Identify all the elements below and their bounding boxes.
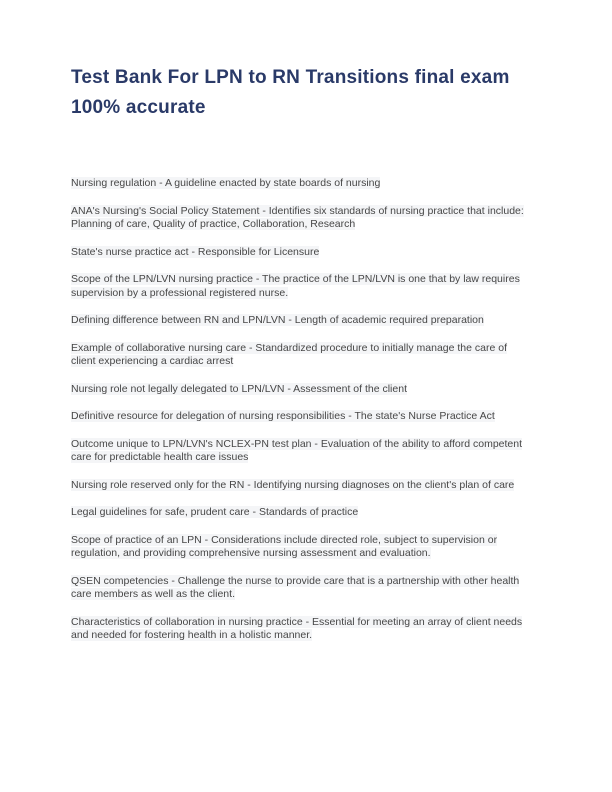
qa-paragraph bbox=[71, 438, 531, 465]
document-body bbox=[71, 177, 531, 643]
qa-text: Scope of the LPN/LVN nursing practice - The practice of the LPN/LVN is one that by law requires supervision by a professional registered nurse. bbox=[71, 273, 520, 299]
qa-text: State's nurse practice act - Responsible for Licensure bbox=[71, 245, 320, 258]
qa-paragraph bbox=[71, 616, 531, 643]
qa-paragraph bbox=[71, 479, 531, 493]
qa-text: Outcome unique to LPN/LVN's NCLEX-PN test plan - Evaluation of the ability to afford competent care for predictable health care issues bbox=[71, 437, 523, 463]
qa-paragraph bbox=[71, 246, 531, 260]
qa-paragraph bbox=[71, 177, 531, 191]
qa-text: Scope of practice of an LPN - Considerations include directed role, subject to supervision or regulation, and providing comprehensive nursing assessment and evaluation. bbox=[71, 533, 498, 559]
qa-paragraph bbox=[71, 534, 531, 561]
qa-text: Nursing role reserved only for the RN - Identifying nursing diagnoses on the client's plan of care bbox=[71, 478, 515, 491]
qa-text: Characteristics of collaboration in nursing practice - Essential for meeting an array of client needs and needed for fostering health in a holistic manner. bbox=[71, 615, 523, 641]
qa-text: Nursing regulation - A guideline enacted by state boards of nursing bbox=[71, 177, 381, 189]
qa-paragraph bbox=[71, 205, 531, 232]
qa-paragraph bbox=[71, 575, 531, 602]
qa-paragraph bbox=[71, 410, 531, 424]
page-title: Test Bank For LPN to RN Transitions final exam 100% accurate bbox=[71, 67, 510, 118]
qa-text: Legal guidelines for safe, prudent care - Standards of practice bbox=[71, 506, 359, 518]
qa-text: Defining difference between RN and LPN/LVN - Length of academic required preparation bbox=[71, 314, 484, 326]
qa-paragraph bbox=[71, 506, 531, 520]
qa-text: Nursing role not legally delegated to LPN/LVN - Assessment of the client bbox=[71, 382, 407, 395]
qa-text: Definitive resource for delegation of nursing responsibilities - The state's Nurse Practice Act bbox=[71, 410, 495, 422]
qa-paragraph bbox=[71, 383, 531, 397]
qa-text: QSEN competencies - Challenge the nurse to provide care that is a partnership with other health care members as well as the client. bbox=[71, 574, 520, 600]
qa-text: ANA's Nursing's Social Policy Statement - Identifies six standards of nursing practice that include: Planning of care, Quality of practice, Collaboration, Research bbox=[71, 204, 524, 230]
qa-text: Example of collaborative nursing care - Standardized procedure to initially manage the care of client experiencing a cardiac arrest bbox=[71, 341, 507, 367]
qa-paragraph bbox=[71, 273, 531, 300]
qa-paragraph bbox=[71, 314, 531, 328]
qa-paragraph bbox=[71, 342, 531, 369]
